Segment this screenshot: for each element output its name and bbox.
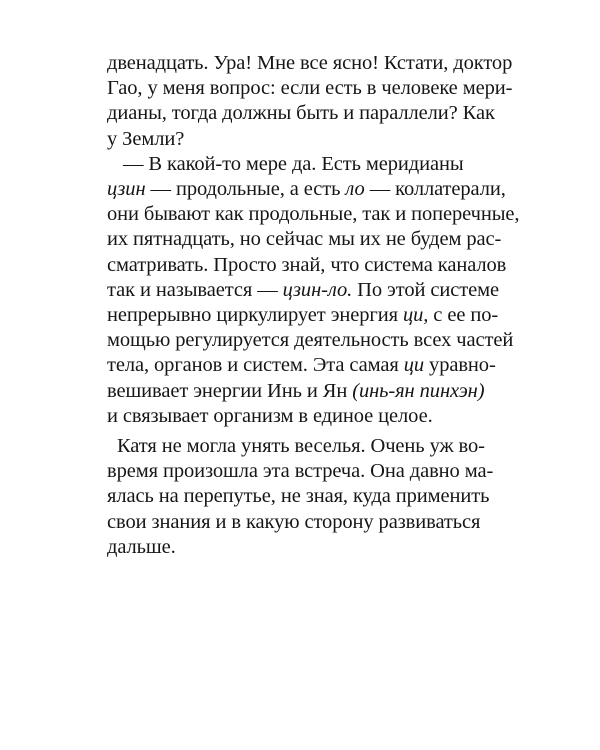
text-run: Гао, у меня вопрос: если есть в человеке мери- [107,77,513,100]
text-line [107,227,507,252]
body-text [107,51,520,560]
text-run: свои знания и в какую сторону развиваться [107,510,481,533]
text-run: время произошла эта встреча. Она давно ма- [107,460,494,483]
text-run: с ее по- [428,304,499,327]
paragraph [107,51,513,152]
text-run: дианы, тогда должны быть и параллели? Как [107,102,495,125]
text-run: непрерывно циркулирует энергия [107,304,403,327]
text-line [107,484,507,509]
text-run: ци [403,354,425,377]
text-line [107,459,507,484]
text-line [107,76,513,101]
text-run: ло [345,178,365,201]
text-line [107,278,507,303]
text-line [107,152,507,177]
text-line [107,253,507,278]
text-run: цзин [107,178,146,201]
text-run: тела, органов и систем. Эта самая [107,354,404,377]
text-line [107,434,507,459]
text-line [107,303,507,328]
text-run: — коллатерали, [364,178,506,201]
text-run: дальше. [107,535,176,558]
text-run: уравно- [424,354,496,377]
text-run: их пятнадцать, но сейчас мы их не будем рас- [107,228,502,251]
text-run: Катя не могла унять веселья. Очень уж во- [117,435,485,458]
text-run: (инь-ян пинхэн) [352,379,485,402]
text-run: сматривать. Просто знай, что система каналов [107,253,507,276]
text-run: цзин-ло. [282,278,353,301]
text-run: — В какой-то мере да. Есть меридианы [123,152,464,175]
text-run: вешивает энергии Инь и Ян [107,379,353,402]
paragraph [107,434,507,560]
text-run: мощью регулируется деятельность всех частей [107,329,514,352]
text-run: — продольные, а есть [145,178,346,201]
text-line [107,202,520,227]
text-run: они бывают как продольные, так и поперечные, [107,203,520,226]
paragraph [107,152,520,429]
text-line [107,127,507,152]
text-run: у Земли? [107,127,185,150]
text-line [107,510,507,535]
text-line [107,379,507,404]
text-line [107,353,507,378]
text-run: По этой системе [352,278,499,301]
text-run: ялась на перепутье, не зная, куда применить [107,485,490,508]
text-run: и связывает организм в единое целое. [107,404,433,427]
text-line [107,404,507,429]
text-run: так и называется — [107,278,283,301]
text-run: двенадцать. Ура! Мне все ясно! Кстати, доктор [107,52,513,74]
text-run: ци, [402,304,429,327]
text-line [107,328,514,353]
text-line [107,101,507,126]
text-line [107,51,513,76]
text-line [107,177,507,202]
text-line [107,535,507,560]
